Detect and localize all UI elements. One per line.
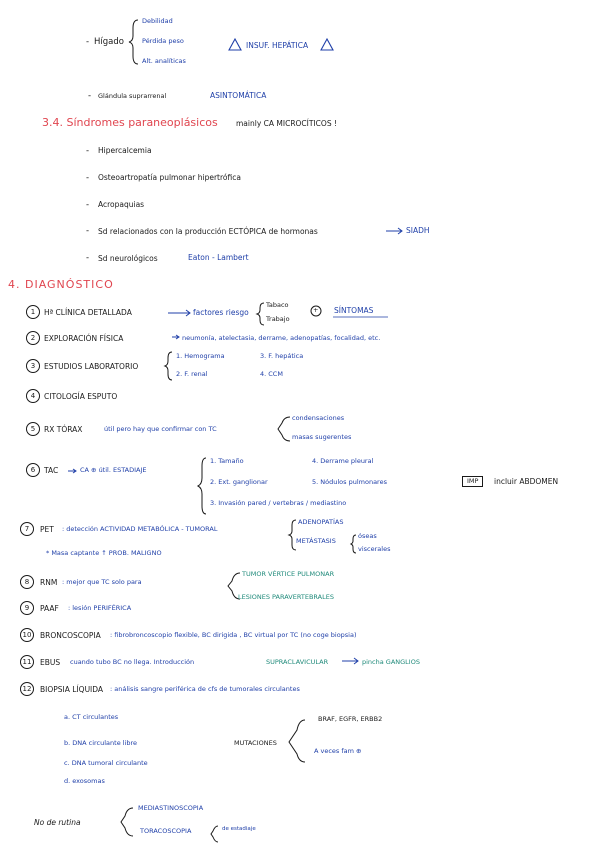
tac-item: 4. Derrame pleural — [312, 457, 374, 465]
step-number: 3 — [26, 359, 40, 373]
tac-item: 1. Tamaño — [210, 457, 244, 465]
step-number: 1 — [26, 305, 40, 319]
step-detail: : lesión PERIFÉRICA — [68, 604, 132, 612]
branch-item: METÁSTASIS — [296, 537, 336, 545]
step-label: BRONCOSCOPIA — [40, 631, 101, 640]
glandula-label: Glándula suprarrenal — [98, 92, 167, 100]
step-label: PET — [40, 525, 54, 534]
tac-note: incluir ABDOMEN — [494, 477, 559, 486]
imp-badge: IMP — [462, 476, 483, 487]
dash-bullet: - — [86, 200, 90, 210]
dash-bullet: - — [86, 226, 90, 236]
mutaciones-label: MUTACIONES — [234, 739, 277, 747]
step-label: RX TÓRAX — [44, 425, 83, 434]
sindrome-item: Osteoartropatía pulmonar hipertrófica — [98, 173, 241, 182]
sindrome-neuro: Sd neurológicos — [98, 254, 158, 263]
lab-item: 3. F. hepática — [260, 352, 304, 360]
branch-item: Trabajo — [266, 315, 290, 323]
higado-item: Debilidad — [142, 17, 173, 25]
higado-label: Hígado — [94, 37, 124, 47]
tac-item: 2. Ext. ganglionar — [210, 478, 268, 486]
subbranch-item: óseas — [358, 532, 377, 540]
step-detail: factores riesgo — [193, 308, 249, 317]
step-label: CITOLOGÍA ESPUTO — [44, 392, 118, 401]
subbranch-item: viscerales — [358, 545, 391, 553]
rutina-label: No de rutina — [34, 818, 81, 827]
lab-item: 1. Hemograma — [176, 352, 225, 360]
plus-sign: + — [313, 306, 319, 314]
branch-item: Tabaco — [266, 301, 289, 309]
step-number: 8 — [20, 575, 34, 589]
section-title: 3.4. Síndromes paraneoplásicos — [42, 116, 218, 129]
sindrome-ectopic: Sd relacionados con la producción ECTÓPICA de hormonas — [98, 227, 318, 236]
step-number: 11 — [20, 655, 34, 669]
sindrome-item: Acropaquias — [98, 200, 145, 209]
dash-bullet: - — [86, 253, 90, 263]
biopsy-item: b. DNA circulante libre — [64, 739, 138, 747]
step-detail: : mejor que TC solo para — [62, 578, 142, 586]
branch-item: TUMOR VÉRTICE PULMONAR — [242, 570, 335, 578]
sindrome-ectopic-target: SIADH — [406, 226, 430, 235]
step-detail: CA ⊕ útil. ESTADIAJE — [80, 466, 147, 474]
tac-item: 5. Nódulos pulmonares — [312, 478, 387, 486]
branch-item: condensaciones — [292, 414, 345, 422]
step-number: 9 — [20, 601, 34, 615]
dash-bullet: - — [86, 173, 90, 183]
dash-bullet: - — [86, 37, 90, 47]
step-label: TAC — [44, 466, 59, 475]
branch-item: LESIONES PARAVERTEBRALES — [238, 593, 334, 601]
step-label: Hª CLÍNICA DETALLADA — [44, 308, 132, 317]
step-label: PAAF — [40, 604, 59, 613]
diagnostico-title: 4. DIAGNÓSTICO — [8, 278, 114, 291]
branch-item: ADENOPATÍAS — [298, 518, 344, 526]
dash-bullet: - — [88, 91, 92, 101]
sindrome-neuro-value: Eaton - Lambert — [188, 253, 249, 262]
rutina-sub: de estadiaje — [222, 826, 256, 832]
step-number: 6 — [26, 463, 40, 477]
rutina-item: TORACOSCOPIA — [140, 827, 192, 835]
biopsy-item: c. DNA tumoral circulante — [64, 759, 148, 767]
higado-item: Alt. analíticas — [142, 57, 186, 65]
mutation-item: A veces fam ⊕ — [314, 747, 362, 755]
step-label: EXPLORACIÓN FÍSICA — [44, 334, 124, 343]
step-detail: neumonía, atelectasia, derrame, adenopatías, focalidad, etc. — [182, 334, 381, 342]
glandula-value: ASINTOMÁTICA — [210, 91, 267, 100]
step-detail: cuando tubo BC no llega. Introducción — [70, 658, 195, 666]
step-detail: : análisis sangre periférica de cfs de tumorales circulantes — [110, 685, 300, 693]
dash-bullet: - — [86, 146, 90, 156]
step-result: SÍNTOMAS — [334, 306, 374, 315]
biopsy-item: a. CT circulantes — [64, 713, 119, 721]
rutina-item: MEDIASTINOSCOPIA — [138, 804, 204, 812]
step-detail: : fibrobroncoscopio flexible, BC dirigida , BC virtual por TC (no coge biopsia) — [110, 631, 357, 639]
step-label: EBUS — [40, 658, 61, 667]
sindrome-item: Hipercalcemia — [98, 146, 152, 155]
step-label: BIOPSIA LÍQUIDA — [40, 685, 104, 694]
step-detail: útil pero hay que confirmar con TC — [104, 425, 217, 433]
mutation-item: BRAF, EGFR, ERBB2 — [318, 715, 383, 723]
section-subtitle: mainly CA MICROCÍTICOS ! — [236, 119, 337, 128]
higado-item: Pérdida peso — [142, 37, 184, 45]
step-number: 12 — [20, 682, 34, 696]
step-detail: : detección ACTIVIDAD METABÓLICA - TUMORAL — [62, 525, 218, 533]
biopsy-item: d. exosomas — [64, 777, 105, 785]
ebus-target: pincha GANGLIOS — [362, 658, 420, 666]
branch-item: masas sugerentes — [292, 433, 352, 441]
higado-consequence: INSUF. HEPÁTICA — [246, 41, 309, 50]
step-number: 2 — [26, 331, 40, 345]
ebus-site: SUPRACLAVICULAR — [266, 658, 329, 666]
step-number: 7 — [20, 522, 34, 536]
step-number: 4 — [26, 389, 40, 403]
step-number: 5 — [26, 422, 40, 436]
step-number: 10 — [20, 628, 34, 642]
lab-item: 4. CCM — [260, 370, 283, 378]
step-label: RNM — [40, 578, 58, 587]
lab-item: 2. F. renal — [176, 370, 208, 378]
tac-item: 3. Invasión pared / vertebras / mediastino — [210, 499, 347, 507]
pet-note: * Masa captante ↑ PROB. MALIGNO — [46, 549, 162, 557]
step-label: ESTUDIOS LABORATORIO — [44, 362, 139, 371]
